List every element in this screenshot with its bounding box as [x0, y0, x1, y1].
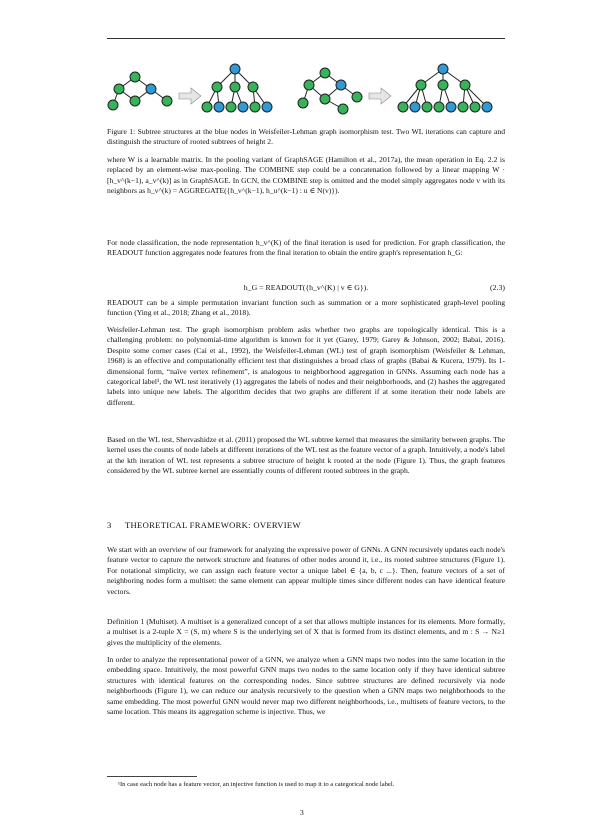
tree-node	[398, 102, 408, 112]
graph-node	[130, 72, 140, 82]
paragraph-readout-intro: For node classification, the node representation h_v^(K) of the final iteration is used for prediction. For graph classification, the READOUT function aggregates node features from the final iteration to obtain the entire graph's representation h_G:	[107, 238, 505, 258]
graph-node	[304, 80, 314, 90]
tree-node	[410, 102, 420, 112]
figure-1	[107, 55, 505, 123]
graph-node	[336, 80, 346, 90]
graph-node	[298, 98, 308, 108]
tree-node	[416, 80, 426, 90]
section-number: 3	[107, 520, 112, 530]
tree-node	[248, 82, 258, 92]
paragraph-readout: READOUT can be a simple permutation invariant function such as summation or a more sophisticated graph-level pooling function (Ying et al., 2018; Zhang et al., 2018).	[107, 298, 505, 318]
tree-node	[434, 102, 444, 112]
graph-node	[146, 84, 156, 94]
tree-node	[202, 102, 212, 112]
paragraph-definition-multiset: Definition 1 (Multiset). A multiset is a generalized concept of a set that allows multiple instances for its elements. More formally, a multiset is a 2-tuple X = (S, m) where S is the underlying set of X that is formed from its distinct elements, and m : S → N≥1 gives the multiplicity of the elements.	[107, 617, 505, 647]
graph-node	[114, 84, 124, 94]
section-heading	[107, 520, 505, 530]
graph-node	[338, 104, 348, 114]
tree-node	[438, 80, 448, 90]
graph-2	[298, 68, 362, 114]
paragraph-wl-kernel: Based on the WL test, Shervashidze et al. (2011) proposed the WL subtree kernel that measures the similarity between graphs. The kernel uses the counts of node labels at different iterations of the WL test as the feature vector of a graph. Intuitively, a node's label at the kth iteration of WL test represents a subtree structure of height k rooted at the node (Figure 1). Thus, the graph features considered by the WL subtree kernel are essentially counts of different rooted subtrees in the graph.	[107, 435, 505, 476]
tree-node	[446, 102, 456, 112]
subtree-2	[398, 64, 492, 112]
top-rule	[107, 38, 505, 39]
tree-node	[226, 102, 236, 112]
footnote-rule	[107, 776, 197, 777]
tree-node	[250, 102, 260, 112]
graph-1	[108, 72, 172, 110]
graph-node	[320, 68, 330, 78]
graph-node	[108, 100, 118, 110]
equation-body: h_G = READOUT({h_v^(K) | v ∈ G}).	[243, 283, 369, 292]
paragraph-combine: where W is a learnable matrix. In the pooling variant of GraphSAGE (Hamilton et al., 2017a), the mean operation in Eq. 2.2 is replaced by an element-wise max-pooling. The COMBINE step could be a concatenation followed by a linear mapping W · [h_v^(k−1), a_v^(k)] as in GraphSAGE. In GCN, the COMBINE step is omitted and the model simply aggregates node v with its neighbors as h_v^(k) = AGGREGATE({h_v^(k−1), h_u^(k−1) : u ∈ N(v)}).	[107, 155, 505, 196]
tree-node	[230, 64, 240, 74]
paragraph-overview: We start with an overview of our framework for analyzing the expressive power of GNNs. A GNN recursively updates each node's feature vector to capture the network structure and features of other nodes around it, i.e., its rooted subtree structures (Figure 1). For notational simplicity, we can assign each feature vector a unique label ∈ {a, b, c ...}. Then, feature vectors of a set of neighboring nodes form a multiset: the same element can appear multiple times since different nodes can have identical feature vectors.	[107, 545, 505, 596]
equation-number: (2.3)	[490, 283, 505, 292]
tree-node	[230, 82, 240, 92]
tree-node	[214, 102, 224, 112]
page-number: 3	[300, 808, 304, 817]
tree-node	[470, 102, 480, 112]
arrow-icon	[369, 88, 391, 104]
tree-node	[262, 102, 272, 112]
graph-node	[352, 92, 362, 102]
paragraph-representational-power: In order to analyze the representational power of a GNN, we analyze when a GNN maps two nodes into the same location in the embedding space. Intuitively, the most powerful GNN maps two nodes to the same location only if they have identical subtree structures with identical features on the corresponding nodes. Since subtree structures are defined recursively via node neighborhoods (Figure 1), we can reduce our analysis recursively to the question when a GNN maps two neighborhoods to the same embedding. The most powerful GNN would never map two different neighborhoods, i.e., multisets of feature vectors, to the same location. This means its aggregation scheme is injective. Thus, we	[107, 655, 505, 717]
subtree-1	[202, 64, 272, 112]
paragraph-wl-test: Weisfeiler-Lehman test. The graph isomorphism problem asks whether two graphs are topologically identical. This is a challenging problem: no polynomial-time algorithm is known for it yet (Garey, 1979; Garey & Johnson, 2002; Babai, 2016). Despite some corner cases (Cai et al., 1992), the Weisfeiler-Lehman (WL) test of graph isomorphism (Weisfeiler & Lehman, 1968) is an effective and computationally efficient test that distinguishes a broad class of graphs (Babai & Kucera, 1979). Its 1-dimensional form, “naïve vertex refinement”, is analogous to neighborhood aggregation in GNNs. Assuming each node has a categorical label¹, the WL test iteratively (1) aggregates the labels of nodes and their neighborhoods, and (2) hashes the aggregated labels into unique new labels. The algorithm decides that two graphs are different if at some iteration their node labels are different.	[107, 325, 505, 407]
tree-node	[212, 82, 222, 92]
arrow-icon	[179, 88, 201, 104]
figure-caption: Figure 1: Subtree structures at the blue nodes in Weisfeiler-Lehman graph isomorphism test. Two WL iterations can capture and distinguish the structure of rooted subtrees of height 2.	[107, 127, 505, 147]
tree-node	[438, 64, 448, 74]
tree-node	[460, 80, 470, 90]
tree-node	[482, 102, 492, 112]
graph-node	[320, 94, 330, 104]
tree-node	[238, 102, 248, 112]
tree-node	[422, 102, 432, 112]
tree-node	[458, 102, 468, 112]
graph-node	[130, 96, 140, 106]
footnote: ¹In case each node has a feature vector, an injective function is used to map it to a categorical node label.	[118, 781, 395, 788]
section-title: THEORETICAL FRAMEWORK: OVERVIEW	[125, 520, 301, 530]
graph-node	[162, 96, 172, 106]
